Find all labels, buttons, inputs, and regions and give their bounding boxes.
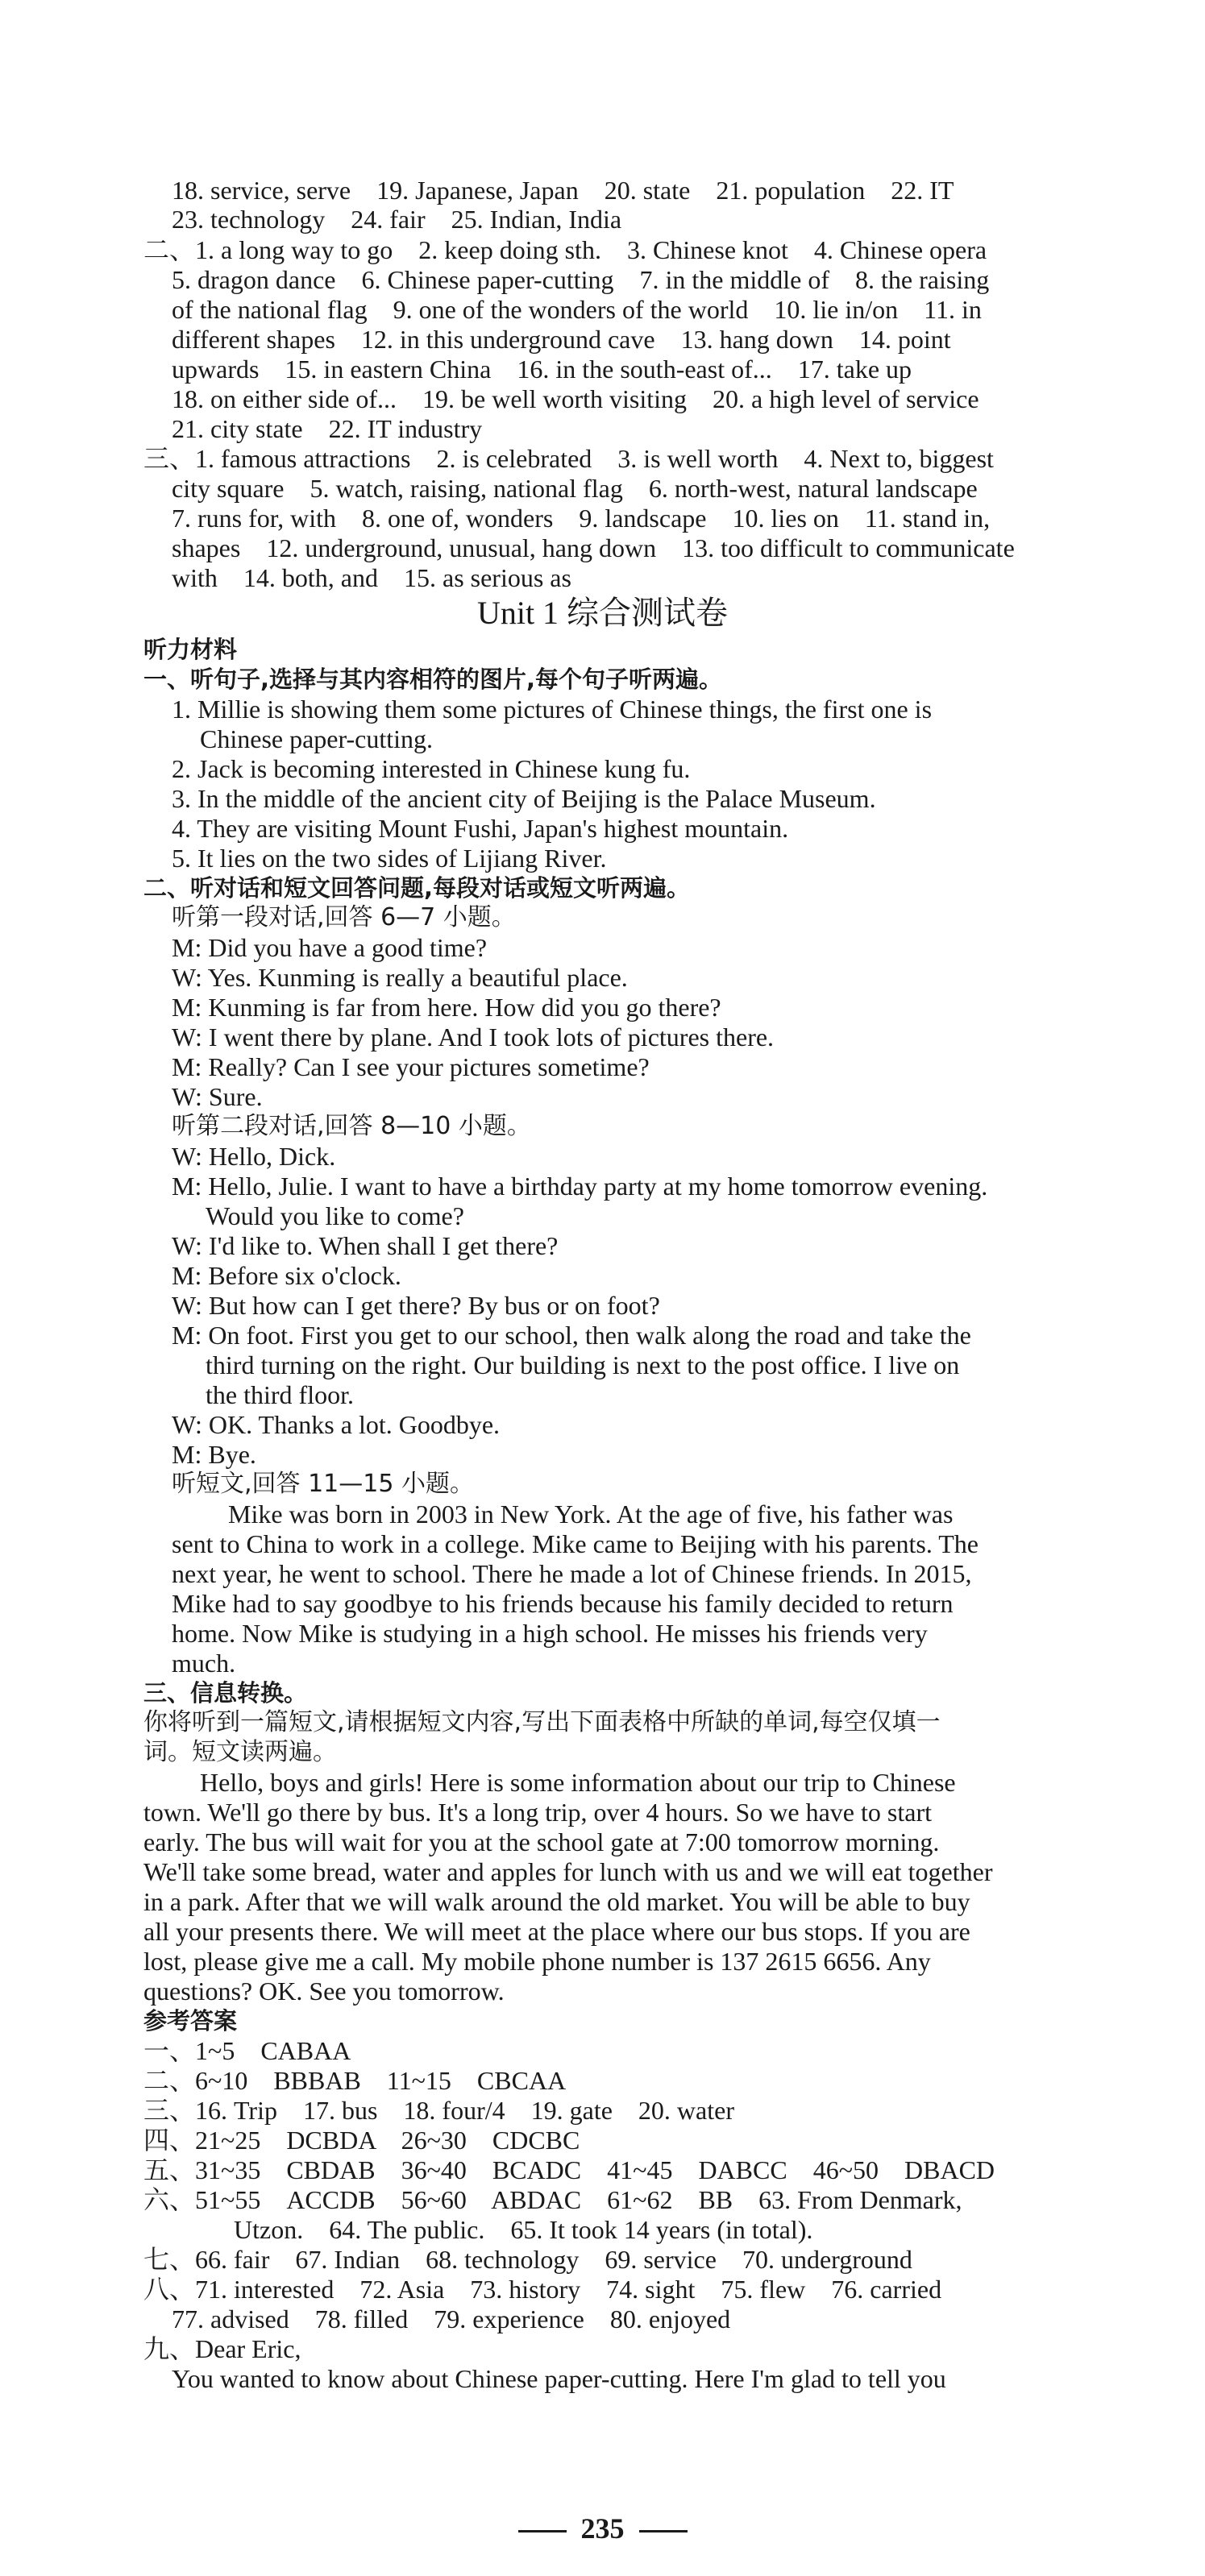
page-number: 235 — [580, 2512, 625, 2545]
section1-line: 5. It lies on the two sides of Lijiang River. — [172, 844, 607, 873]
vocab-line: shapes 12. underground, unusual, hang down 13. too difficult to communicate — [172, 533, 1015, 562]
dialogue-line: W: I'd like to. When shall I get there? — [172, 1231, 559, 1260]
right-dash — [639, 2530, 688, 2532]
dialogue-line: M: Hello, Julie. I want to have a birthday party at my home tomorrow evening. — [172, 1172, 988, 1201]
listening-title: 听力材料 — [143, 636, 238, 663]
vocab-line: with 14. both, and 15. as serious as — [172, 563, 571, 592]
vocab-line: 5. dragon dance 6. Chinese paper-cutting 7. in the middle of 8. the raising — [172, 265, 990, 294]
unit-title: Unit 1 综合测试卷 — [476, 595, 729, 631]
dialogue2-intro: 听第二段对话,回答 8—10 小题。 — [172, 1112, 531, 1140]
section1-heading: 一、听句子,选择与其内容相符的图片,每个句子听两遍。 — [143, 666, 723, 693]
section3-line: We'll take some bread, water and apples for lunch with us and we will eat together — [143, 1857, 993, 1886]
answer-line: 七、66. fair 67. Indian 68. technology 69. service 70. underground — [143, 2245, 912, 2274]
answer-line: 五、31~35 CBDAB 36~40 BCADC 41~45 DABCC 46~50 DBACD — [143, 2155, 995, 2184]
dialogue-line: M: On foot. First you get to our school, then walk along the road and take the — [172, 1321, 971, 1350]
passage-line: sent to China to work in a college. Mike came to Beijing with his parents. The — [172, 1529, 979, 1558]
dialogue-line: W: OK. Thanks a lot. Goodbye. — [172, 1410, 501, 1439]
answer-line: You wanted to know about Chinese paper-cutting. Here I'm glad to tell you — [172, 2364, 946, 2393]
section1-line: 1. Millie is showing them some pictures of Chinese things, the first one is — [172, 695, 933, 724]
section3-instruction: 词。短文读两遍。 — [143, 1738, 337, 1766]
vocab-line: 三、1. famous attractions 2. is celebrated 3. is well worth 4. Next to, biggest — [143, 444, 994, 473]
section1-line: Chinese paper-cutting. — [200, 724, 434, 753]
dialogue-line: the third floor. — [206, 1380, 354, 1409]
section3-line: early. The bus will wait for you at the school gate at 7:00 tomorrow morning. — [143, 1827, 940, 1856]
dialogue-line: M: Before six o'clock. — [172, 1261, 401, 1290]
vocab-line: city square 5. watch, raising, national flag 6. north-west, natural landscape — [172, 474, 978, 503]
vocab-line: of the national flag 9. one of the wonders of the world 10. lie in/on 11. in — [172, 295, 982, 324]
section3-heading: 三、信息转换。 — [143, 1679, 308, 1707]
dialogue-line: Would you like to come? — [206, 1201, 464, 1230]
vocab-line: different shapes 12. in this underground cave 13. hang down 14. point — [172, 325, 951, 354]
passage-line: much. — [172, 1649, 236, 1678]
dialogue-line: M: Really? Can I see your pictures sometime? — [172, 1052, 650, 1081]
vocab-line: 18. service, serve 19. Japanese, Japan 20. state 21. population 22. IT — [172, 176, 954, 205]
section3-instruction: 你将听到一篇短文,请根据短文内容,写出下面表格中所缺的单词,每空仅填一 — [143, 1708, 941, 1736]
dialogue-line: W: Hello, Dick. — [172, 1142, 336, 1171]
answer-line: Utzon. 64. The public. 65. It took 14 years (in total). — [234, 2215, 813, 2244]
section3-line: in a park. After that we will walk around the old market. You will be able to buy — [143, 1887, 970, 1916]
passage-line: Mike had to say goodbye to his friends because his family decided to return — [172, 1589, 954, 1618]
answer-line: 九、Dear Eric, — [143, 2334, 301, 2363]
section1-line: 2. Jack is becoming interested in Chinese kung fu. — [172, 754, 691, 783]
dialogue-line: W: I went there by plane. And I took lots of pictures there. — [172, 1023, 775, 1052]
dialogue-line: M: Did you have a good time? — [172, 933, 488, 962]
vocab-line: upwards 15. in eastern China 16. in the south-east of... 17. take up — [172, 355, 912, 384]
vocab-line: 7. runs for, with 8. one of, wonders 9. landscape 10. lies on 11. stand in, — [172, 504, 991, 533]
dialogue-line: W: Yes. Kunming is really a beautiful place. — [172, 963, 628, 992]
section2-heading: 二、听对话和短文回答问题,每段对话或短文听两遍。 — [143, 874, 691, 902]
dialogue-line: W: But how can I get there? By bus or on foot? — [172, 1291, 660, 1320]
answer-line: 八、71. interested 72. Asia 73. history 74. sight 75. flew 76. carried — [143, 2275, 942, 2304]
passage-line: next year, he went to school. There he made a lot of Chinese friends. In 2015, — [172, 1559, 972, 1588]
dialogue-line: third turning on the right. Our building is next to the post office. I live on — [206, 1350, 960, 1379]
answer-line: 四、21~25 DCBDA 26~30 CDCBC — [143, 2126, 580, 2155]
dialogue-line: W: Sure. — [172, 1082, 263, 1111]
passage-line: home. Now Mike is studying in a high school. He misses his friends very — [172, 1619, 928, 1648]
answer-line: 一、1~5 CABAA — [143, 2036, 351, 2065]
section3-line: town. We'll go there by bus. It's a long trip, over 4 hours. So we have to start — [143, 1798, 932, 1827]
vocab-line: 21. city state 22. IT industry — [172, 414, 483, 443]
section1-line: 4. They are visiting Mount Fushi, Japan's highest mountain. — [172, 814, 789, 843]
section1-line: 3. In the middle of the ancient city of Beijing is the Palace Museum. — [172, 784, 876, 813]
vocab-line: 23. technology 24. fair 25. Indian, India — [172, 205, 622, 234]
answer-line: 二、6~10 BBBAB 11~15 CBCAA — [143, 2066, 567, 2095]
dialogue-line: M: Bye. — [172, 1440, 256, 1469]
answers-title: 参考答案 — [143, 2007, 238, 2035]
passage-line: Mike was born in 2003 in New York. At the age of five, his father was — [228, 1500, 954, 1529]
page-number-block — [0, 2512, 1205, 2545]
section3-line: Hello, boys and girls! Here is some information about our trip to Chinese — [200, 1768, 956, 1797]
vocab-line: 二、1. a long way to go 2. keep doing sth. 3. Chinese knot 4. Chinese opera — [143, 235, 987, 264]
passage-intro: 听短文,回答 11—15 小题。 — [172, 1470, 474, 1498]
answer-line: 三、16. Trip 17. bus 18. four/4 19. gate 20. water — [143, 2096, 734, 2125]
section3-line: lost, please give me a call. My mobile phone number is 137 2615 6656. Any — [143, 1947, 931, 1976]
dialogue-line: M: Kunming is far from here. How did you go there? — [172, 993, 721, 1022]
left-dash — [518, 2530, 567, 2532]
section3-line: questions? OK. See you tomorrow. — [143, 1977, 505, 2006]
dialogue1-intro: 听第一段对话,回答 6—7 小题。 — [172, 903, 516, 931]
vocab-line: 18. on either side of... 19. be well worth visiting 20. a high level of service — [172, 384, 979, 413]
answer-line: 77. advised 78. filled 79. experience 80. enjoyed — [172, 2304, 731, 2333]
section3-line: all your presents there. We will meet at the place where our bus stops. If you are — [143, 1917, 970, 1946]
answer-line: 六、51~55 ACCDB 56~60 ABDAC 61~62 BB 63. From Denmark, — [143, 2185, 962, 2214]
